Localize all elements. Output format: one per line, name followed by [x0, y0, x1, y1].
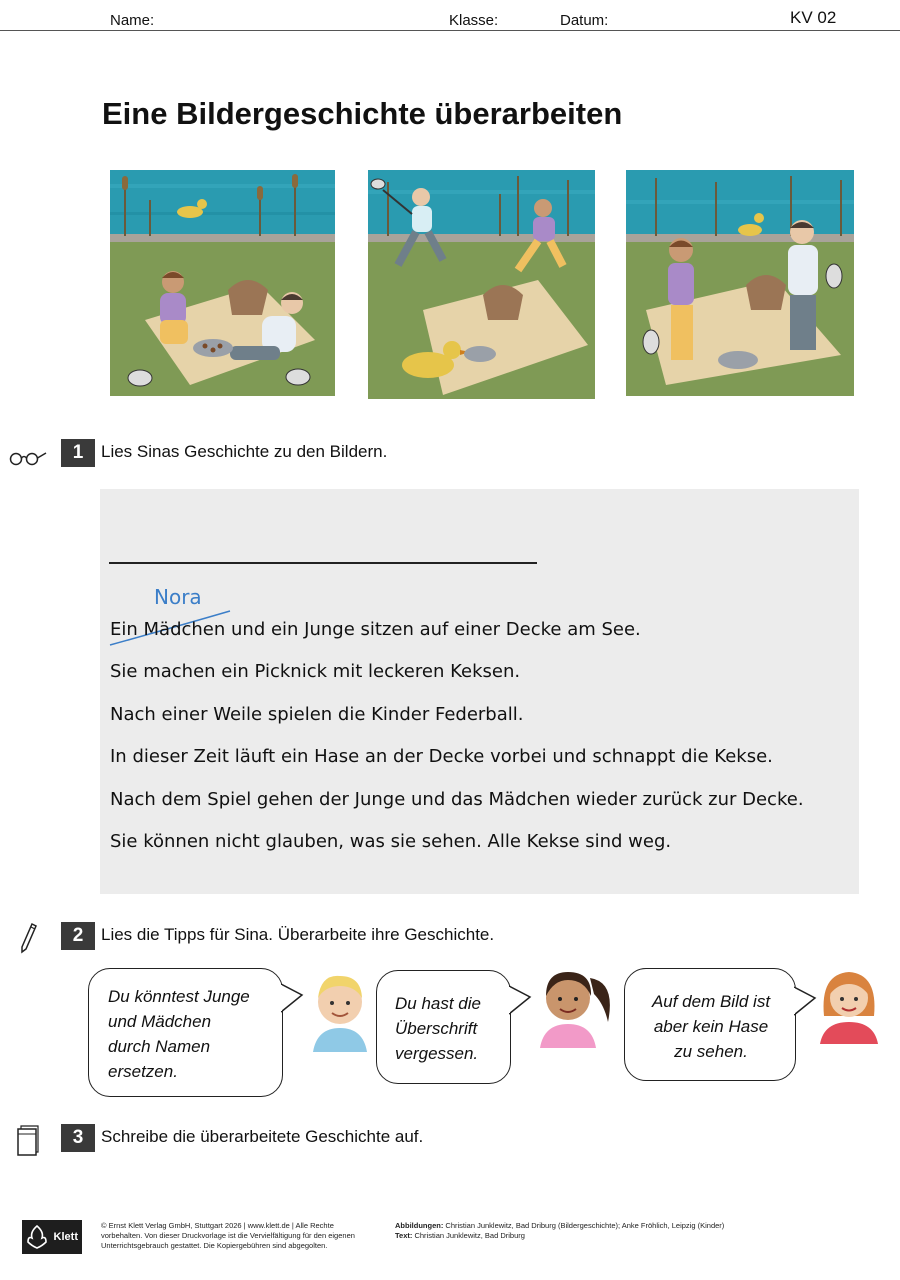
tip-3-line-3: zu sehen. [674, 1042, 748, 1061]
credits-label-illustrations: Abbildungen: [395, 1221, 444, 1230]
story-line-5: Nach dem Spiel gehen der Junge und das Mädchen wieder zurück zur Decke. [110, 789, 804, 810]
story-line-4: In dieser Zeit läuft ein Hase an der Decke vorbei und schnappt die Kekse. [110, 746, 773, 767]
date-label: Datum: [560, 12, 609, 29]
tip-1-line-3: durch Namen [108, 1037, 211, 1056]
task-3-instruction: Schreibe die überarbeitete Geschichte auf. [101, 1127, 424, 1146]
copyright-line-3: Unterrichtsgebrauch gestattet. Die Kopiergebühren sind abgegolten. [101, 1241, 328, 1250]
tip-1-line-2: und Mädchen [108, 1012, 212, 1031]
worksheet-header [0, 0, 900, 32]
bubble-1-tail [281, 982, 305, 1016]
tip-1-line-1: Du könntest Junge [108, 987, 250, 1006]
copyright-line-2: vorbehalten. Von dieser Druckvorlage ist die Vervielfältigung für den eigenen [101, 1231, 355, 1240]
credits-illustrations: Christian Junklewitz, Bad Driburg (Bildergeschichte); Anke Fröhlich, Leipzig (Kinder) [443, 1221, 725, 1230]
story-line-3: Nach einer Weile spielen die Kinder Federball. [110, 704, 524, 725]
task-1-number: 1 [61, 439, 95, 467]
tip-2-line-2: Überschrift [395, 1019, 478, 1038]
task-2-instruction: Lies die Tipps für Sina. Überarbeite ihre Geschichte. [101, 925, 495, 944]
tip-2-line-1: Du hast die [395, 994, 481, 1013]
boy-avatar [309, 968, 371, 1052]
story-text-box [100, 489, 859, 894]
story-picture-3 [626, 170, 854, 396]
story-picture-2 [368, 170, 595, 399]
tip-bubble-3 [624, 968, 796, 1081]
class-label: Klasse: [449, 12, 499, 29]
name-label: Name: [110, 12, 155, 29]
credits [395, 1221, 724, 1241]
glasses-icon [8, 450, 48, 466]
header-divider [0, 30, 900, 31]
girl-avatar-redhair [816, 964, 882, 1044]
copyright-line-1: © Ernst Klett Verlag GmbH, Stuttgart 2026 | www.klett.de | Alle Rechte [101, 1221, 334, 1230]
story-line-6: Sie können nicht glauben, was sie sehen. Alle Kekse sind weg. [110, 831, 672, 852]
klett-logo-mark [26, 1224, 48, 1250]
pencil-icon [18, 922, 38, 954]
story-line-1 [110, 619, 641, 640]
tip-3-line-2: aber kein Hase [653, 1017, 769, 1036]
task-3-number: 3 [61, 1124, 95, 1152]
notebook-icon [16, 1125, 40, 1157]
story-line-2: Sie machen ein Picknick mit leckeren Keksen. [110, 661, 521, 682]
copyright-notice [101, 1221, 355, 1251]
credits-label-text: Text: [395, 1231, 413, 1240]
logo-text: Klett [53, 1231, 78, 1243]
tip-bubble-2 [376, 970, 511, 1084]
story-picture-1 [110, 170, 335, 396]
title-blank-line [109, 562, 537, 564]
story-line-1-rest: und ein Junge sitzen auf einer Decke am See. [225, 619, 641, 640]
task-2-number: 2 [61, 922, 95, 950]
tip-2-line-3: vergessen. [395, 1044, 479, 1063]
page-title: Eine Bildergeschichte überarbeiten [102, 96, 623, 131]
klett-logo [22, 1220, 82, 1254]
struck-phrase: Ein Mädchen [110, 619, 226, 640]
girl-avatar-ponytail [534, 964, 616, 1048]
tip-bubble-1 [88, 968, 283, 1097]
tip-3-line-1: Auf dem Bild ist [651, 992, 771, 1011]
correction-word: Nora [154, 585, 202, 609]
worksheet-code: KV 02 [790, 8, 837, 27]
credits-text: Christian Junklewitz, Bad Driburg [412, 1231, 525, 1240]
tip-1-line-4: ersetzen. [108, 1062, 178, 1081]
bubble-2-tail [509, 984, 533, 1018]
task-1-instruction: Lies Sinas Geschichte zu den Bildern. [101, 442, 388, 461]
bubble-3-tail [794, 985, 818, 1019]
